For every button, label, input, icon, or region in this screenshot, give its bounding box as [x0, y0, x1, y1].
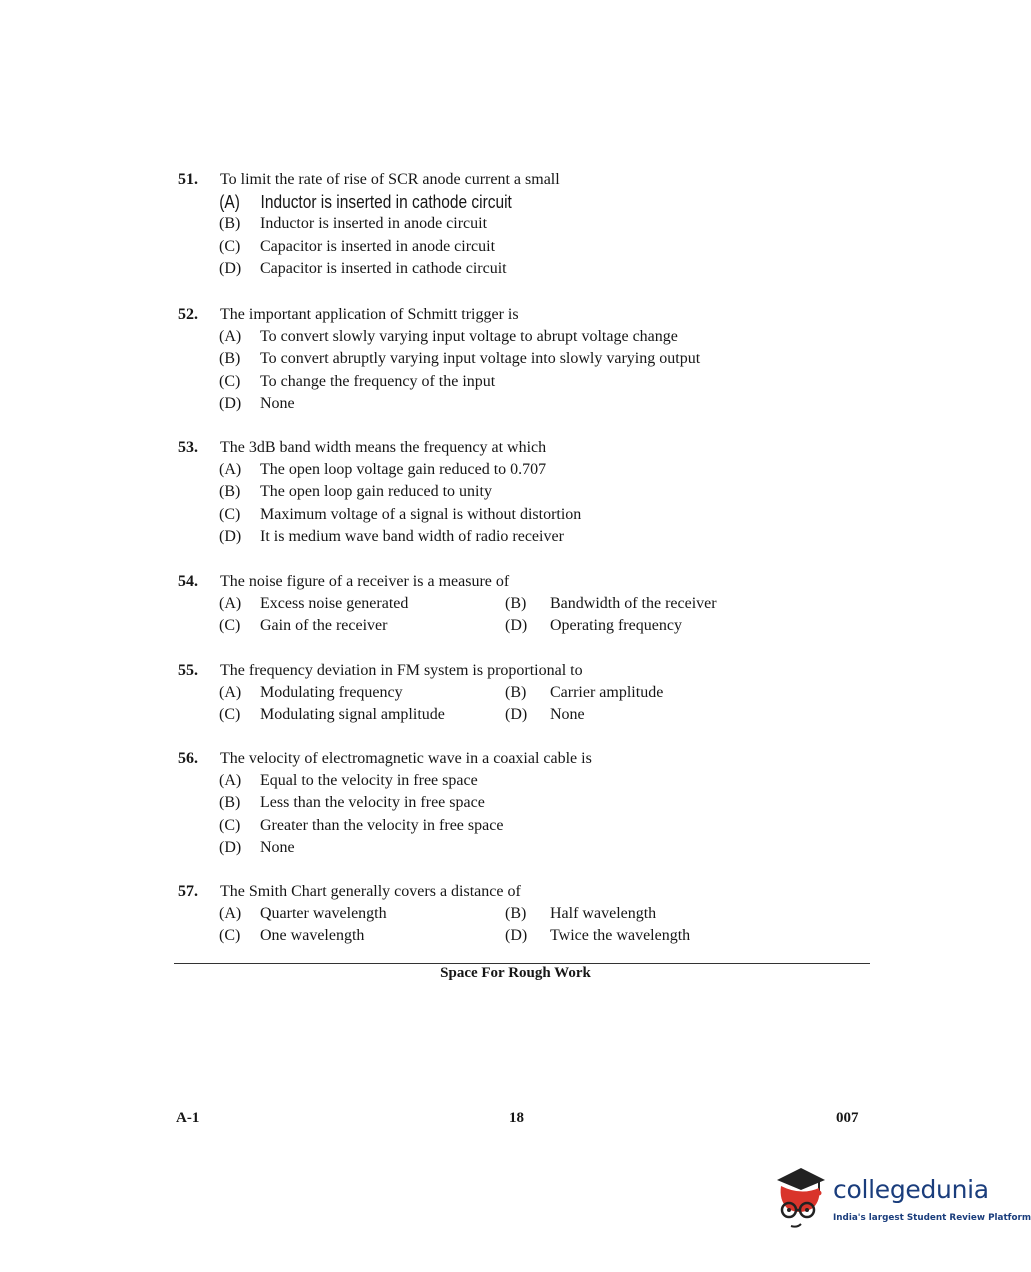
divider-rule — [174, 963, 870, 964]
option-text: Bandwidth of the receiver — [550, 595, 717, 612]
option-text: None — [260, 394, 295, 412]
option-label: (C) — [219, 617, 241, 635]
question-text: The 3dB band width means the frequency at which — [220, 439, 547, 456]
logo-tagline: India's largest Student Review Platform — [833, 1213, 1031, 1223]
question-text: The velocity of electromagnetic wave in a coaxial cable is — [220, 750, 592, 767]
question-number: 52. — [178, 306, 198, 323]
option-label: (A) — [219, 772, 242, 789]
option-label: (D) — [219, 394, 242, 412]
option-label: (B) — [219, 794, 241, 812]
option-text: Capacitor is inserted in cathode circuit — [260, 259, 507, 277]
option-label: (D) — [219, 527, 242, 545]
option-label: (A) — [219, 684, 242, 701]
option-text: To convert slowly varying input voltage to abrupt voltage change — [260, 328, 678, 345]
option-text: Excess noise generated — [260, 595, 409, 612]
question-text: The important application of Schmitt trigger is — [220, 306, 519, 323]
option-text: Inductor is inserted in cathode circuit — [260, 192, 512, 212]
question-number: 51. — [178, 171, 198, 188]
option-text: Capacitor is inserted in anode circuit — [260, 237, 496, 255]
paper-code: 007 — [836, 1110, 859, 1126]
question-54 — [178, 570, 898, 638]
question-text: To limit the rate of rise of SCR anode current a small — [220, 171, 560, 188]
option-label: (D) — [505, 927, 528, 945]
option-label: (C) — [219, 816, 241, 834]
option-text: Modulating frequency — [260, 684, 403, 701]
option-label: (B) — [219, 350, 241, 368]
option-label: (A) — [219, 595, 242, 612]
option-label: (C) — [219, 505, 241, 523]
option-text: None — [260, 838, 295, 856]
option-text: One wavelength — [260, 927, 365, 945]
option-label: (B) — [505, 595, 527, 612]
question-57 — [178, 880, 898, 948]
option-text: Equal to the velocity in free space — [260, 772, 478, 789]
option-text: Gain of the receiver — [260, 617, 388, 635]
option-label: (A) — [219, 461, 242, 478]
option-label: (A) — [219, 192, 240, 212]
question-text: The frequency deviation in FM system is proportional to — [220, 662, 583, 679]
option-label: (D) — [219, 259, 242, 277]
option-text: None — [550, 706, 585, 724]
question-51 — [178, 168, 898, 280]
page-number: 18 — [509, 1110, 524, 1126]
option-label: (C) — [219, 372, 241, 390]
option-label: (B) — [219, 483, 241, 501]
question-52 — [178, 303, 898, 415]
option-label: (D) — [505, 617, 528, 635]
question-number: 57. — [178, 883, 198, 900]
question-53 — [178, 436, 898, 548]
mascot-icon — [771, 1166, 831, 1230]
question-number: 54. — [178, 573, 198, 590]
option-label: (D) — [219, 838, 242, 856]
question-number: 53. — [178, 439, 198, 456]
option-text: Greater than the velocity in free space — [260, 816, 504, 834]
option-text: Maximum voltage of a signal is without distortion — [260, 505, 582, 523]
option-text: Quarter wavelength — [260, 905, 387, 922]
option-text: The open loop gain reduced to unity — [260, 483, 492, 501]
option-text: Twice the wavelength — [550, 927, 691, 945]
option-text: Half wavelength — [550, 905, 657, 922]
option-label: (C) — [219, 237, 241, 255]
option-label: (B) — [505, 684, 527, 701]
option-text: To convert abruptly varying input voltage into slowly varying output — [260, 350, 701, 368]
question-text: The noise figure of a receiver is a measure of — [220, 573, 510, 590]
option-label: (A) — [219, 328, 242, 345]
option-label: (B) — [219, 215, 241, 233]
series-code: A-1 — [176, 1110, 200, 1126]
option-text: Operating frequency — [550, 617, 682, 635]
option-text: Inductor is inserted in anode circuit — [260, 215, 488, 233]
question-56 — [178, 747, 898, 859]
option-label: (A) — [219, 905, 242, 922]
option-text: The open loop voltage gain reduced to 0.707 — [260, 461, 547, 478]
question-number: 55. — [178, 662, 198, 679]
question-55 — [178, 659, 898, 727]
collegedunia-logo — [771, 1166, 1031, 1236]
question-text: The Smith Chart generally covers a distance of — [220, 883, 521, 900]
logo-brand: collegedunia — [833, 1175, 989, 1204]
option-text: It is medium wave band width of radio receiver — [260, 527, 564, 545]
option-label: (D) — [505, 706, 528, 724]
option-label: (B) — [505, 905, 527, 922]
option-text: Carrier amplitude — [550, 684, 664, 701]
option-label: (C) — [219, 927, 241, 945]
option-text: To change the frequency of the input — [260, 372, 496, 390]
question-number: 56. — [178, 750, 198, 767]
option-text: Less than the velocity in free space — [260, 794, 485, 812]
rough-work-heading: Space For Rough Work — [440, 965, 591, 981]
option-label: (C) — [219, 706, 241, 724]
option-text: Modulating signal amplitude — [260, 706, 445, 724]
